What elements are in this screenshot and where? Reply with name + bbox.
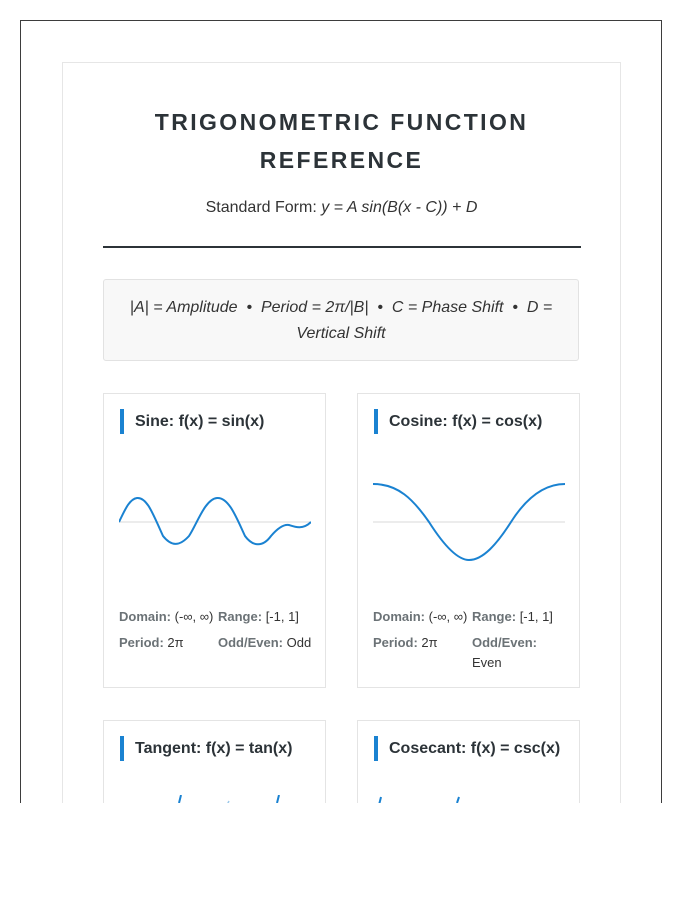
cosine-parity-value: Even: [472, 655, 502, 670]
sine-range: [218, 607, 318, 627]
sine-range-label: Range:: [218, 609, 263, 624]
tangent-card-title: Tangent: f(x) = tan(x): [120, 736, 292, 761]
legend-line-1: |A| = Amplitude • Period = 2π/|B| • C = Phase Shift • D =: [129, 299, 553, 316]
sine-range-value: [-1, 1]: [265, 609, 299, 624]
tangent-curve-fragment-3: [227, 801, 229, 803]
sine-graph: [119, 464, 311, 574]
cosine-card: [357, 393, 580, 688]
sine-period-value: 2π: [167, 635, 184, 650]
sine-period-label: Period:: [119, 635, 164, 650]
sine-domain-label: Domain:: [119, 609, 171, 624]
page-frame: [20, 20, 662, 803]
sine-period: [119, 633, 219, 653]
cosecant-curve-fragment-1: [379, 797, 381, 803]
page-title-line-1: TRIGONOMETRIC FUNCTION: [154, 109, 529, 135]
tangent-card: [103, 720, 326, 803]
cosine-range: [472, 607, 572, 627]
standard-form-formula: y = A sin(B(x - C)) + D: [321, 199, 478, 216]
cosine-parity: [472, 633, 552, 673]
reference-sheet: [62, 62, 621, 803]
cosecant-graph: [373, 795, 565, 803]
cosine-card-title: Cosine: f(x) = cos(x): [374, 409, 542, 434]
sine-card-title: Sine: f(x) = sin(x): [120, 409, 264, 434]
tangent-curve-fragment-2: [277, 795, 279, 803]
sine-domain-value: (-∞, ∞): [174, 609, 214, 624]
standard-form-label: Standard Form:: [205, 199, 317, 216]
tangent-graph: [119, 795, 311, 803]
cosecant-card: [357, 720, 580, 803]
cosine-range-label: Range:: [472, 609, 517, 624]
tangent-curve-fragment-1: [179, 795, 181, 803]
cosine-period-value: 2π: [421, 635, 438, 650]
parameter-legend: [103, 279, 579, 361]
standard-form: [63, 199, 620, 217]
sine-parity-label: Odd/Even:: [218, 635, 284, 650]
cosine-period-label: Period:: [373, 635, 418, 650]
sine-parity: [218, 633, 322, 653]
sine-curve: [119, 498, 311, 544]
page-title: [63, 103, 620, 179]
cosine-domain-value: (-∞, ∞): [428, 609, 468, 624]
legend-line-2: Vertical Shift: [296, 325, 386, 342]
cosine-parity-label: Odd/Even:: [472, 635, 538, 650]
cosine-graph: [373, 464, 565, 574]
sine-card: [103, 393, 326, 688]
cosine-domain-label: Domain:: [373, 609, 425, 624]
page-title-line-2: REFERENCE: [259, 147, 424, 173]
cosecant-curve-fragment-2: [457, 797, 459, 803]
cosine-domain: [373, 607, 483, 627]
title-divider: [103, 246, 581, 248]
cosine-range-value: [-1, 1]: [519, 609, 553, 624]
cosine-period: [373, 633, 473, 653]
cosecant-card-title: Cosecant: f(x) = csc(x): [374, 736, 560, 761]
sine-domain: [119, 607, 229, 627]
sine-parity-value: Odd: [286, 635, 312, 650]
